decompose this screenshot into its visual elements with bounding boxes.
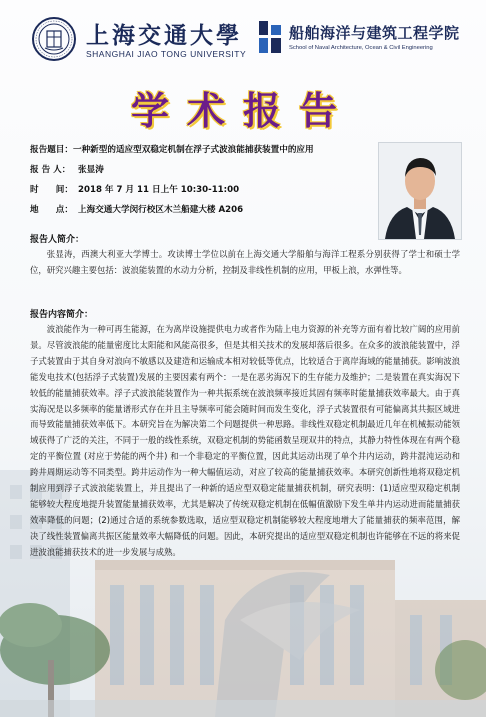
topic-value: 一种新型的适应型双稳定机制在浮子式波浪能捕获装置中的应用 (72, 145, 314, 155)
page-title: 学术报告 (130, 88, 355, 133)
bio-heading: 报告人简介： (30, 235, 85, 245)
university-name-cn: 上海交通大學 (86, 22, 242, 49)
school-name-cn: 船舶海洋与建筑工程学院 (289, 24, 460, 42)
bio-text: 张显涛，西澳大利亚大学博士。攻读博士学位以前在上海交通大学船舶与海洋工程系分别获得了学士和硕士学位，研究兴趣主要包括：波浪能装置的水动力分析，控制及非线性机制的应用，甲板上浪，水弹性等。 (30, 249, 460, 275)
time-value: 2018 年 7 月 11 日上午 10:30-11:00 (78, 185, 240, 195)
place-label: 地 点： (30, 205, 73, 215)
abstract-text: 波浪能作为一种可再生能源，在为离岸设施提供电力或者作为陆上电力资源的补充等方面有着比较广阔的应用前景。尽管波浪能的能量密度比太阳能和风能高很多，但是其相关技术的发展却落后很多。在众多的波浪能装置中，浮子式装置由于其自身对浪向不敏感以及建造和运输成本相对较低等优点，比较适合于离岸海域的能量捕获。影响波浪能发电技术(包括浮子式装置)发展的主要因素有两个：一是在恶劣海况下的生存能力及维护；二是装置在真实海况下较低的能量捕获效率。浮子式波浪能装置作为一种共振系统在波浪频率接近其固有频率时能量捕获效率最大。由于真实海况是以多频率的能量谱形式存在并且主导频率可能会随时间而发生变化，浮子式装置很有可能偏离其共振区域进而导致能量捕获效率低下。本研究旨在为解决第二个问题提供一种思路。非线性双稳定机制最近几年在机械振动能领域获得了广泛的关注，不同于一般的线性系统，双稳定机制的势能函数呈现双井的特点，其静力特性体现在有两个稳定的平衡位置 (对应于势能的两个井) 和一个非稳定的平衡位置，因此其运动出现了单个井内运动，跨井混沌运动和跨井周期运动等不同类型。跨井运动作为一种大幅值运动，对应了较高的能量捕获效率。本研究创新性地将双稳定机制应用到浮子式波浪能装置上，并且提出了一种新的适应型双稳定能量捕获机制，研究表明：(1)适应型双稳定机制能够较大程度地提升装置能量捕获效率，尤其是解决了传统双稳定机制在低幅值激励下发生单井内运动进而能量捕获效率降低的问题；(2)通过合适的系统参数选取，适应型双稳定机制能够较大程度地增大了能量捕获的频率范围，解决了线性装置偏离共振区能量效率大幅降低的问题。因此，本研究提出的适应型双稳定机制也许能够在不远的将来促进波浪能捕获技术的进一步发展与成熟。 (30, 324, 460, 557)
speaker-label: 报 告 人： (30, 165, 71, 175)
time-label: 时 间： (30, 185, 73, 195)
abstract-heading: 报告内容简介： (30, 310, 94, 320)
speaker-value: 张显涛 (78, 165, 104, 175)
speaker-photo (378, 142, 462, 240)
topic-label: 报告题目： (30, 145, 73, 155)
time-row (30, 183, 239, 195)
place-value: 上海交通大学闵行校区木兰船建大楼 A206 (78, 205, 244, 215)
place-row (30, 203, 243, 215)
school-name-en: School of Naval Architecture, Ocean & Civil Engineering (289, 45, 433, 51)
topic-row (30, 143, 314, 155)
speaker-row (30, 163, 104, 175)
university-name-en: SHANGHAI JIAO TONG UNIVERSITY (86, 49, 247, 59)
header (0, 0, 486, 72)
sjtu-seal-icon (32, 17, 76, 61)
school-logo-icon (259, 21, 281, 53)
speaker-portrait-icon (379, 143, 461, 239)
